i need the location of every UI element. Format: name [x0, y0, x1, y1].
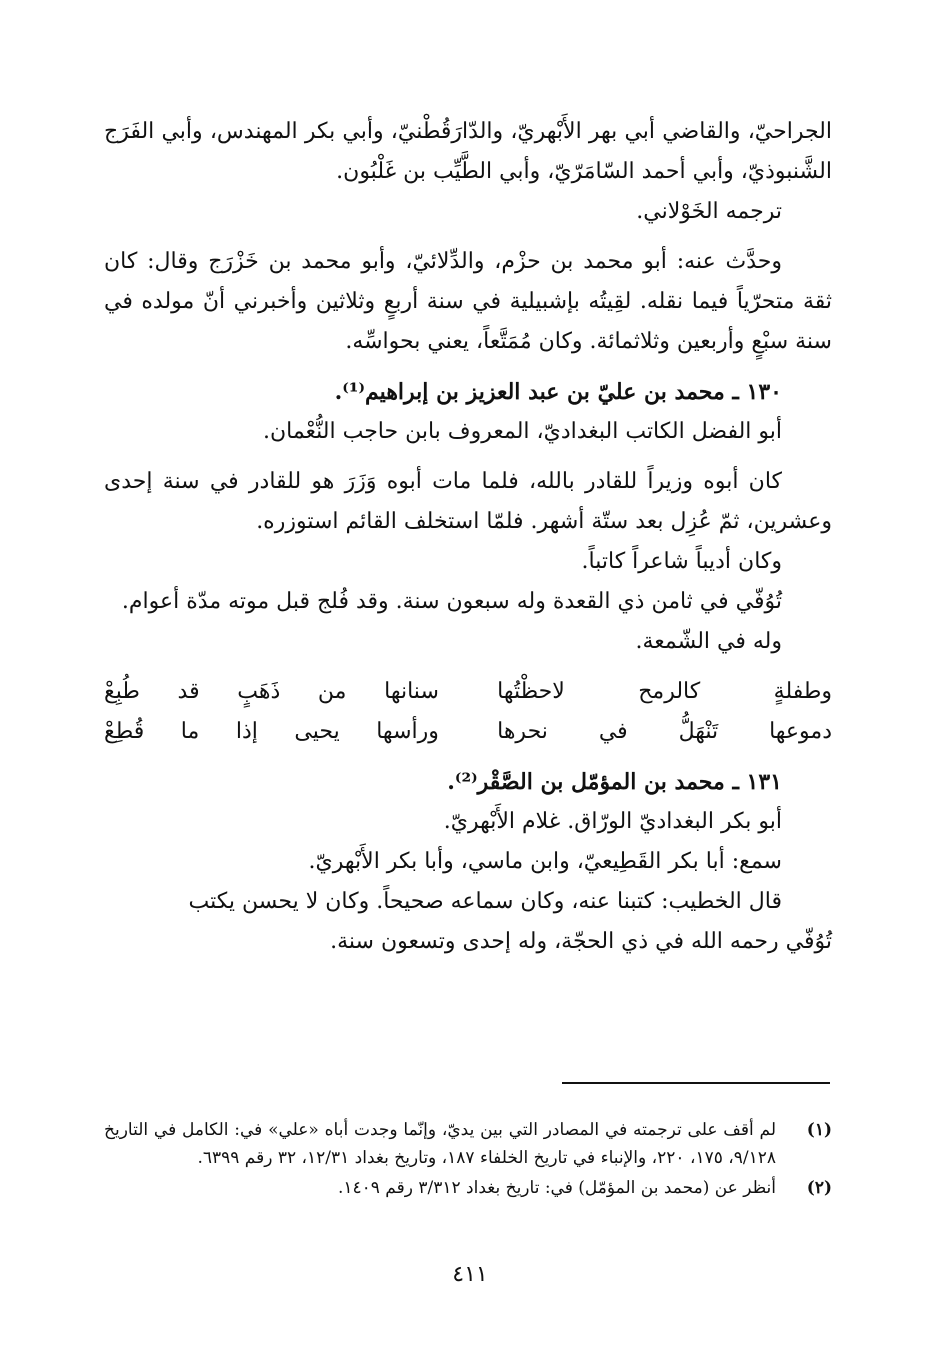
- footnote-number: (١): [806, 1120, 832, 1140]
- entry-131-paragraph-2: سمع: أبا بكر القَطِيعيّ، وابن ماسي، وأبا بكر الأَبْهريّ.: [308, 849, 782, 874]
- footnote: [104, 1174, 832, 1202]
- entry-130-heading: ١٣٠ ـ محمد بن عليّ بن عبد العزيز بن إبراهيم⁽¹⁾.: [334, 379, 782, 405]
- footnote-number: (٢): [806, 1178, 832, 1198]
- poem-verse: [104, 712, 832, 752]
- intro-paragraph-1: الجراحيّ، والقاضي أبي بهر الأَبْهريّ، والدّارَقُطْنيّ، وأبي بكر المهندس، وأبي الفَرَج الشَّنبوذيّ، وأبي أحمد السّامَرّيّ، وأبي الطَّيِّب بن غَلْبُون.: [104, 119, 832, 184]
- entry-130-paragraph-1: أبو الفضل الكاتب البغداديّ، المعروف بابن حاجب النُّعْمان.: [262, 419, 782, 444]
- poem-first-hemistich: دموعها تَنْهَلُّ في نحرها: [497, 719, 832, 744]
- footnote-text: أنظر عن (محمد بن المؤمّل) في: تاريخ بغداد ٣/٣١٢ رقم ١٤٠٩.: [337, 1178, 776, 1198]
- entry-131-paragraph-4: تُوُفّي رحمه الله في ذي الحجّة، وله إحدى وتسعون سنة.: [330, 929, 832, 954]
- entry-130-paragraph-2: كان أبوه وزيراً للقادر بالله، فلما مات أبوه وَزَرَ هو للقادر في سنة إحدى وعشرين، ثمّ عُزِل بعد ستّة أشهر. فلمّا استخلف القائم استوزره.: [104, 469, 832, 534]
- intro-paragraph-3: وحدَّث عنه: أبو محمد بن حزْم، والدِّلائيّ، وأبو محمد بن خَزْرَج وقال: كان ثقة متحرّياً فيما نقله. لقِيتُه بإشبيلية في سنة أربعٍ وثلاثين وأخبرني أنّ مولده في سنة سبْعٍ وأربعين وثلاثمائة. وكان مُمَتَّعاً، يعني بحواسِّه.: [104, 249, 832, 354]
- footnotes: [104, 1116, 832, 1204]
- main-text: [104, 112, 832, 962]
- poem: [104, 672, 832, 752]
- entry-130-paragraph-5: وله في الشّمعة.: [635, 629, 782, 654]
- poem-first-hemistich: وطفلةٍ كالرمح لاحظْتُها: [497, 679, 832, 704]
- footnote: [104, 1116, 832, 1172]
- intro-paragraph-2: ترجمه الخَوْلاني.: [636, 199, 782, 224]
- entry-131-heading: ١٣١ ـ محمد بن المؤمّل بن الصَّقْر⁽²⁾.: [447, 769, 782, 795]
- poem-verse: [104, 672, 832, 712]
- poem-second-hemistich: ورأسها يحيى إذا ما قُطِعْ: [104, 719, 439, 744]
- entry-130-paragraph-3: وكان أديباً شاعراً كاتباً.: [581, 549, 782, 574]
- footnote-separator: [562, 1082, 830, 1084]
- entry-131-paragraph-3: قال الخطيب: كتبنا عنه، وكان سماعه صحيحاً. وكان لا يحسن يكتب: [188, 889, 782, 914]
- page-number: ٤١١: [452, 1262, 488, 1287]
- footnote-text: لم أقف على ترجمته في المصادر التي بين يديّ، وإنّما وجدت أباه «علي» في: الكامل في التاريخ ٩/١٢٨، ١٧٥، ٢٢٠، والإنباء في تاريخ الخلفاء ١٨٧، وتاريخ بغداد ١٢/٣١، ٣٢ رقم ٦٣٩٩.: [104, 1120, 776, 1168]
- entry-131-paragraph-1: أبو بكر البغداديّ الورّاق. غلام الأَبْهريّ.: [443, 809, 782, 834]
- poem-second-hemistich: سنانها من ذَهَبٍ قد طُبِعْ: [104, 679, 439, 704]
- entry-130-paragraph-4: تُوُفّي في ثامن ذي القعدة وله سبعون سنة. وقد فُلج قبل موته مدّة أعوام.: [121, 589, 782, 614]
